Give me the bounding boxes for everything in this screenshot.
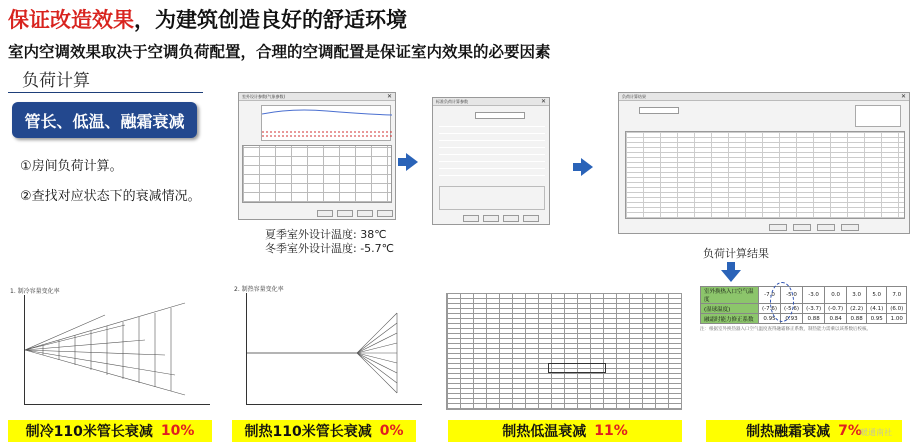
result-label: 负荷计算结果: [703, 247, 769, 260]
summer-design-temp: 夏季室外设计温度: 38℃: [265, 228, 387, 241]
caption-text: 制热融霜衰减: [746, 424, 831, 440]
weather-window-title: 室外设计参数(气象参数): [242, 94, 286, 99]
table-cell: 0.88: [847, 314, 867, 324]
table-cell: -3.0: [803, 287, 825, 304]
arrow-down-icon: [721, 270, 741, 282]
arrow-1-shaft: [398, 158, 406, 166]
defrost-row-label: 室外换热入口空气温度: [701, 287, 759, 304]
load-btn-4[interactable]: [523, 215, 539, 222]
load-params-window: [432, 97, 550, 225]
low-temp-capacity-table: [446, 293, 682, 410]
caption-percent: 7%: [838, 423, 862, 439]
table-cell: (-3.7): [803, 304, 825, 314]
watermark: 暖通南社: [860, 428, 892, 437]
page-subtitle: 室内空调效果取决于空调负荷配置，合理的空调配置是保证室内效果的必要因素: [8, 43, 551, 61]
section-divider: [8, 92, 203, 93]
result-btn-4[interactable]: [841, 224, 859, 231]
table-cell: 0.84: [825, 314, 847, 324]
result-btn-2[interactable]: [793, 224, 811, 231]
arrow-right-icon: [581, 158, 593, 176]
cooling-capacity-chart: [24, 295, 210, 405]
weather-btn-2[interactable]: [337, 210, 353, 217]
table-cell: 0.88: [803, 314, 825, 324]
caption-cooling-pipe: [8, 420, 212, 442]
page-title-highlight: 保证改造效果: [8, 8, 134, 32]
table-row: [701, 287, 907, 304]
unit-radio-group[interactable]: [855, 105, 901, 127]
load-result-grid: [625, 131, 905, 219]
page-title-rest: ，为建筑创造良好的舒适环境: [134, 8, 407, 32]
table-cell: (6.0): [887, 304, 907, 314]
weather-params-titlebar: [239, 93, 395, 101]
table-cell: 0.0: [825, 287, 847, 304]
defrost-table-grid: [700, 286, 907, 324]
caption-text: 制冷110米管长衰减: [25, 424, 153, 440]
table-row: [701, 304, 907, 314]
load-btn-2[interactable]: [483, 215, 499, 222]
load-window-title: 标准负荷计算参数: [436, 99, 468, 104]
load-btn-3[interactable]: [503, 215, 519, 222]
table-cell: 0.95: [759, 314, 781, 324]
table-cell: (-0.7): [825, 304, 847, 314]
floor-select[interactable]: [639, 107, 679, 114]
cooling-chart-caption: 1. 制冷容量变化率: [10, 288, 60, 295]
table-cell: 3.0: [847, 287, 867, 304]
caption-text: 制热低温衰减: [502, 424, 587, 440]
weather-params-window: [238, 92, 396, 220]
heating-chart-svg: [247, 293, 423, 405]
caption-percent: 0%: [379, 423, 404, 439]
weather-data-table: [242, 145, 392, 203]
result-btn-3[interactable]: [817, 224, 835, 231]
table-cell: (2.2): [847, 304, 867, 314]
caption-text: 制热110米管长衰减: [244, 424, 372, 440]
table-cell: 0.95: [867, 314, 887, 324]
load-btn-1[interactable]: [463, 215, 479, 222]
caption-percent: 11%: [594, 423, 628, 439]
table-cell: 5.0: [867, 287, 887, 304]
load-result-window: [618, 92, 910, 234]
close-icon[interactable]: ✕: [386, 93, 392, 100]
load-param-list: [439, 124, 545, 182]
close-icon[interactable]: ✕: [900, 93, 906, 100]
weather-btn-3[interactable]: [357, 210, 373, 217]
cooling-chart-svg: [25, 295, 211, 405]
result-window-title: 负荷计算结果: [622, 94, 646, 99]
arrow-down-shaft: [727, 262, 735, 270]
low-temp-highlight: [548, 363, 606, 373]
topic-box: 管长、低温、融霜衰减: [12, 102, 197, 138]
table-cell: 1.00: [887, 314, 907, 324]
caption-heating-pipe: [232, 420, 416, 442]
load-param-group: [439, 186, 545, 210]
table-cell: 0.93: [781, 314, 803, 324]
defrost-note: 注：根据室外换热器入口空气温度查得融霜修正系数，制热能力需乘以该系数后校核。: [700, 327, 871, 332]
heating-chart-caption: 2. 制热容量变化率: [234, 286, 284, 293]
table-cell: (-7.6): [759, 304, 781, 314]
temperature-curve: [261, 105, 391, 141]
temperature-curve-svg: [262, 106, 392, 142]
load-result-titlebar: [619, 93, 909, 101]
heating-capacity-chart: [246, 293, 422, 405]
table-cell: -5.0: [781, 287, 803, 304]
section-label: 负荷计算: [22, 71, 90, 91]
step-1: ①房间负荷计算。: [20, 159, 123, 174]
defrost-highlight-circle: [770, 282, 794, 322]
winter-design-temp: 冬季室外设计温度: -5.7℃: [265, 242, 395, 255]
table-cell: 7.0: [887, 287, 907, 304]
defrost-row-label: (湿球温度): [701, 304, 759, 314]
table-cell: (4.1): [867, 304, 887, 314]
weather-btn-4[interactable]: [377, 210, 393, 217]
arrow-right-icon: [406, 153, 418, 171]
room-name-field[interactable]: [475, 112, 525, 119]
table-row: [701, 314, 907, 324]
close-icon[interactable]: ✕: [540, 98, 546, 105]
caption-heating-lowtemp: [448, 420, 682, 442]
load-params-titlebar: [433, 98, 549, 106]
defrost-row-label: 融霜时能力修正系数: [701, 314, 759, 324]
step-2: ②查找对应状态下的衰减情况。: [20, 189, 201, 204]
table-cell: (-5.6): [781, 304, 803, 314]
result-btn-1[interactable]: [769, 224, 787, 231]
caption-percent: 10%: [160, 423, 195, 439]
page-title: [8, 4, 407, 34]
weather-btn-1[interactable]: [317, 210, 333, 217]
table-cell: -7.0: [759, 287, 781, 304]
defrost-table: [700, 286, 912, 333]
arrow-2-shaft: [573, 163, 581, 171]
